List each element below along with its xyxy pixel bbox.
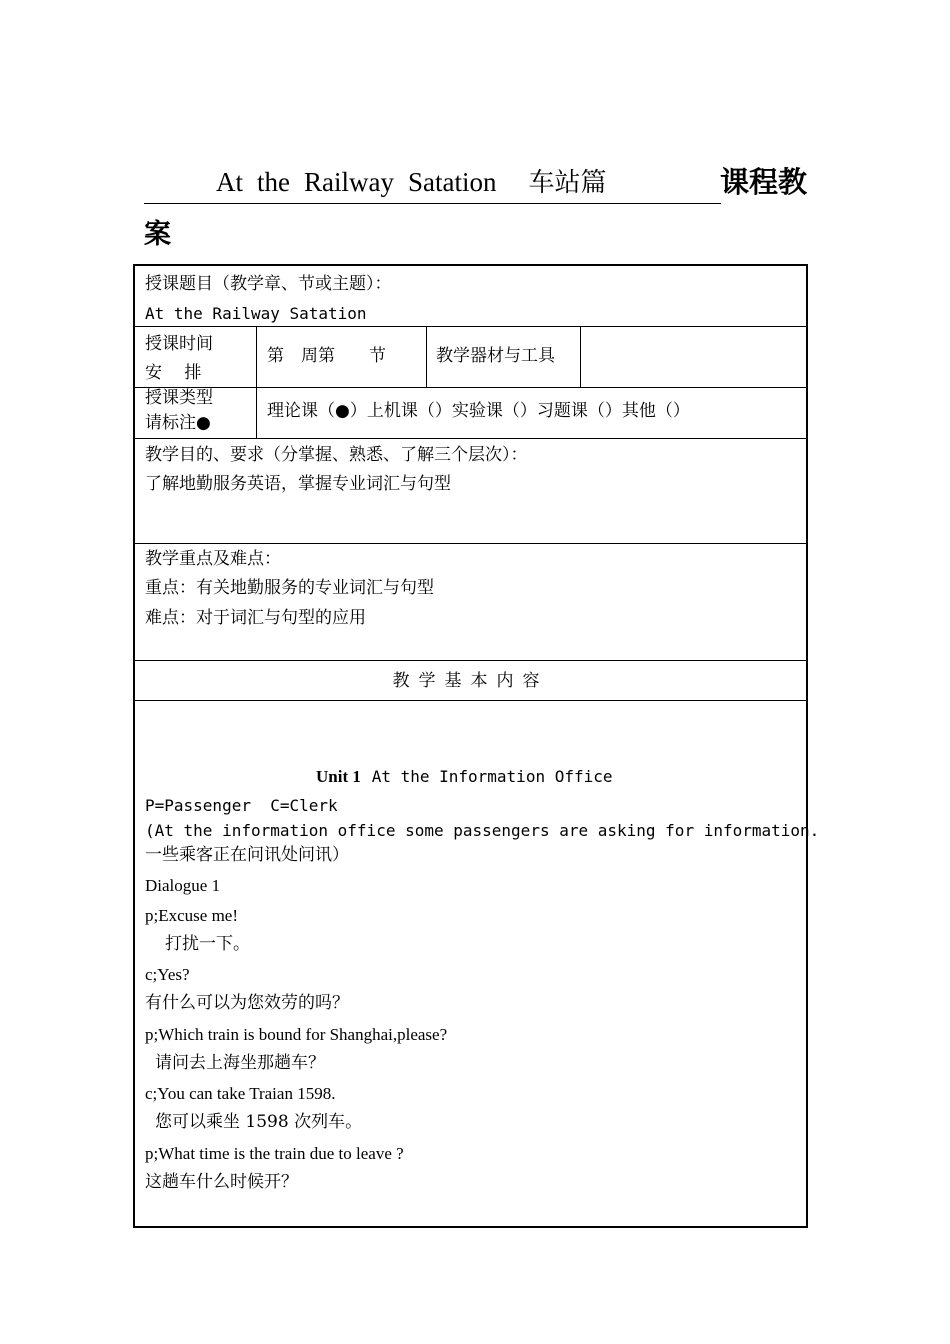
unit-number: Unit 1: [316, 767, 361, 786]
equipment-label: 教学器材与工具: [436, 346, 555, 366]
title-cn: 车站篇: [528, 168, 607, 198]
dialogue-translation: 打扰一下。: [165, 934, 250, 954]
column-divider: [580, 326, 581, 387]
time-label-arrange: 安 排: [145, 363, 202, 383]
row-divider: [135, 543, 806, 544]
difficult-point: 难点：对于词汇与句型的应用: [145, 608, 366, 628]
type-label-note: 请标注●: [145, 413, 211, 433]
content-heading: 教学基本内容: [392, 671, 549, 691]
dialogue-title: Dialogue 1: [145, 876, 221, 895]
unit-heading: [316, 768, 613, 786]
dialogue-line: p;Which train is bound for Shanghai,please?: [145, 1025, 448, 1044]
key-points-label: 教学重点及难点：: [145, 549, 281, 569]
objectives-text: 了解地勤服务英语，掌握专业词汇与句型: [145, 474, 451, 494]
column-divider: [426, 326, 427, 387]
week-section: 第 周第 节: [267, 346, 386, 366]
dialogue-line: p;What time is the train due to leave ?: [145, 1144, 404, 1163]
time-label: 授课时间: [145, 334, 213, 354]
objectives-label: 教学目的、要求（分掌握、熟悉、了解三个层次）：: [145, 445, 528, 465]
row-divider: [135, 660, 806, 661]
lesson-plan-table: [133, 264, 820, 1228]
roles-legend: P=Passenger C=Clerk: [145, 796, 338, 815]
topic-value: At the Railway Satation: [145, 304, 367, 323]
title-wrap: 案: [144, 219, 171, 250]
key-point: 重点：有关地勤服务的专业词汇与句型: [145, 578, 434, 598]
title-word: the: [257, 167, 290, 197]
title-underline: [144, 203, 721, 204]
class-type-options: 理论课（●）上机课（）实验课（）习题课（）其他（）: [267, 401, 690, 421]
title-word: At: [216, 167, 243, 197]
scene-description-cn: 一些乘客正在问讯处问讯）: [145, 845, 349, 865]
row-divider: [135, 700, 806, 701]
column-divider: [256, 326, 257, 438]
row-divider: [135, 438, 806, 439]
title-word: Satation: [407, 167, 497, 197]
row-divider: [135, 326, 806, 327]
scene-description-en: (At the information office some passengers are asking for information.: [145, 821, 820, 840]
dialogue-translation: 请问去上海坐那趟车？: [155, 1053, 325, 1073]
row-divider: [135, 387, 806, 388]
document-title: [216, 162, 621, 199]
type-label: 授课类型: [145, 388, 213, 408]
dialogue-line: c;Yes?: [145, 965, 190, 984]
dialogue-line: c;You can take Traian 1598.: [145, 1084, 336, 1103]
title-word: Railway: [304, 167, 394, 197]
dialogue-translation: 有什么可以为您效劳的吗？: [145, 993, 349, 1013]
topic-label: 授课题目（教学章、节或主题）：: [145, 274, 392, 294]
dialogue-translation: 您可以乘坐 1598 次列车。: [155, 1112, 363, 1132]
unit-title: At the Information Office: [371, 767, 613, 786]
dialogue-line: p;Excuse me!: [145, 906, 238, 925]
title-suffix: 课程教: [720, 165, 808, 199]
dialogue-translation: 这趟车什么时候开？: [145, 1172, 298, 1192]
